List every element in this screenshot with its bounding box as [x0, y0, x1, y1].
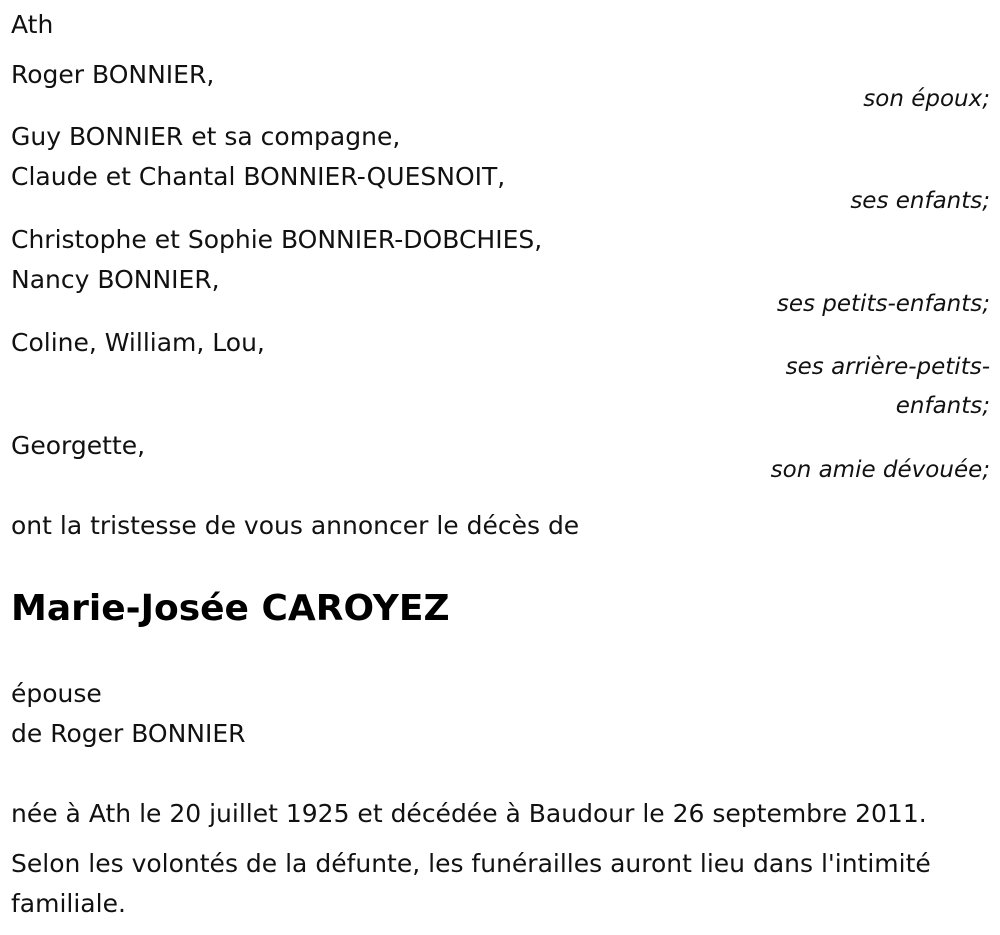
friend-relation: son amie dévouée;: [770, 457, 990, 483]
spouse-of-name: de Roger BONNIER: [11, 719, 246, 748]
great-grandchildren-names: Coline, William, Lou,: [11, 328, 265, 357]
funeral-text-2: familiale.: [11, 889, 126, 918]
grandchild-name-1: Christophe et Sophie BONNIER-DOBCHIES,: [11, 225, 543, 254]
grandchild-name-2: Nancy BONNIER,: [11, 265, 220, 294]
funeral-text-1: Selon les volontés de la défunte, les funérailles auront lieu dans l'intimité: [11, 849, 931, 878]
deceased-name: Marie-Josée CAROYEZ: [11, 588, 450, 629]
location: Ath: [11, 10, 54, 39]
spouse-relation: son époux;: [863, 86, 990, 112]
spouse-of-label: épouse: [11, 679, 102, 708]
child-name-2: Claude et Chantal BONNIER-QUESNOIT,: [11, 162, 506, 191]
child-name-1: Guy BONNIER et sa compagne,: [11, 122, 401, 151]
spouse-name: Roger BONNIER,: [11, 60, 215, 89]
birth-death-text: née à Ath le 20 juillet 1925 et décédée à Baudour le 26 septembre 2011.: [11, 799, 927, 828]
friend-name: Georgette,: [11, 431, 146, 460]
grandchildren-relation: ses petits-enfants;: [776, 291, 990, 317]
children-relation: ses enfants;: [850, 188, 990, 214]
announcement-text: ont la tristesse de vous annoncer le décès de: [11, 511, 580, 540]
great-grandchildren-relation-2: enfants;: [895, 393, 990, 419]
great-grandchildren-relation-1: ses arrière-petits-: [785, 354, 990, 380]
